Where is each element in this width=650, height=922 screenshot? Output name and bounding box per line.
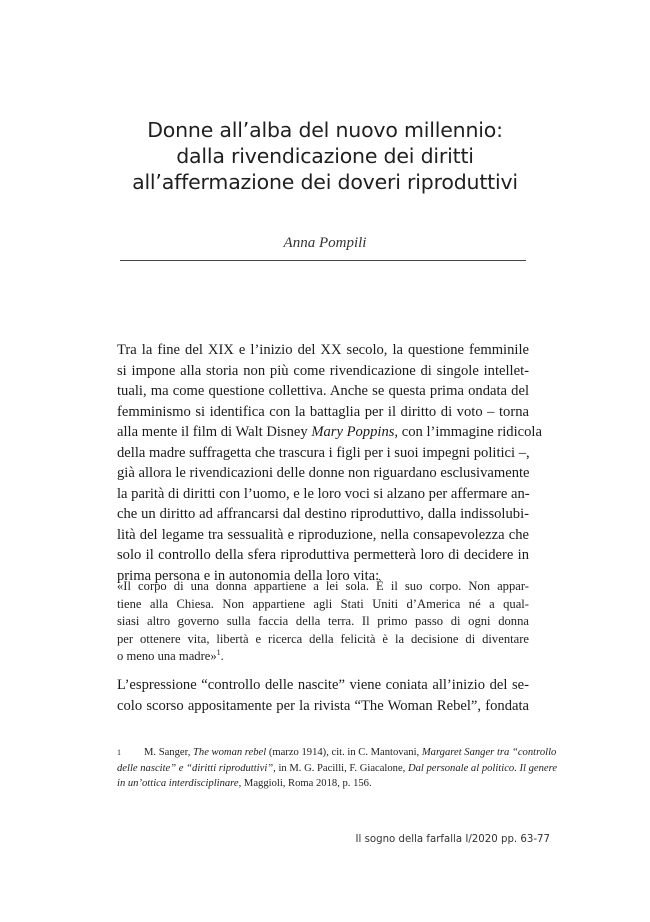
text-line: la parità di diritti con l’uomo, e le loro voci si alzano per affermare an- bbox=[117, 485, 530, 502]
paragraph-2 bbox=[117, 675, 529, 716]
text-line: tuali, ma come questione collettiva. Anche se questa prima ondata del bbox=[117, 383, 529, 399]
text-line: femminismo si identifica con la battaglia per il diritto di voto – torna bbox=[117, 403, 529, 420]
title-divider bbox=[120, 260, 526, 261]
text-line: Tra la fine del XIX e l’inizio del XX secolo, la questione femminile bbox=[117, 342, 529, 358]
quote-line: «Il corpo di una donna appartiene a lei sola. È il suo corpo. Non appar- bbox=[117, 579, 529, 593]
paragraph-1 bbox=[117, 340, 542, 586]
text-line: prima persona e in autonomia della loro vita: bbox=[117, 567, 380, 584]
text-line: lità del legame tra sessualità e riproduzione, nella consapevolezza che bbox=[117, 526, 529, 543]
quote-line: tiene alla Chiesa. Non appartiene agli Stati Uniti d’America né a qual- bbox=[117, 596, 529, 611]
text-line: solo il controllo della sfera riproduttiva permetterà loro di decidere in bbox=[117, 547, 529, 563]
text-line: alla mente il film di Walt Disney Mary Poppins, con l’immagine ridicola bbox=[117, 424, 542, 440]
text-line: già allora le rivendicazioni delle donne non riguardano esclusivamente bbox=[117, 465, 530, 481]
quote-line: siasi altro governo sulla faccia della terra. Il primo passo di ogni donna bbox=[117, 614, 529, 629]
author-name: Anna Pompili bbox=[283, 235, 367, 251]
text-line: della madre suffragetta che trascura i figli per i suoi impegni politici –, bbox=[117, 444, 530, 461]
running-footer: Il sogno della farfalla I/2020 pp. 63-77 bbox=[355, 834, 550, 845]
footnote-line: in un’ottica interdisciplinare, Maggioli, Roma 2018, p. 156. bbox=[117, 778, 372, 789]
article-title bbox=[60, 117, 590, 195]
text-line: colo scorso appositamente per la rivista “The Woman Rebel”, fondata bbox=[117, 697, 529, 714]
quote-line: per ottenere vita, libertà e ricerca della felicità è la decisione di diventare bbox=[117, 631, 529, 646]
film-title: Mary Poppins, bbox=[311, 424, 399, 440]
text-line: si impone alla storia non più come rivendicazione di singole intellet- bbox=[117, 362, 529, 379]
title-line-3: all’affermazione dei doveri riproduttivi bbox=[132, 170, 518, 194]
text-line: che un diritto ad affrancarsi dal destino riproduttivo, dalla indissolubi- bbox=[117, 506, 529, 522]
title-line-2: dalla rivendicazione dei diritti bbox=[176, 144, 474, 168]
text-line: L’espressione “controllo delle nascite” viene coniata all’inizio del se- bbox=[117, 677, 529, 693]
footnote-line: 1 M. Sanger, The woman rebel (marzo 1914), cit. in C. Mantovani, Margaret Sanger tra “controllo bbox=[117, 745, 532, 761]
title-line-1: Donne all’alba del nuovo millennio: bbox=[147, 118, 503, 142]
footnote-line: delle nascite” e “diritti riproduttivi”, in M. G. Pacilli, F. Giacalone, Dal personale al politico. Il genere bbox=[117, 762, 558, 774]
footnote-reference[interactable]: 1 bbox=[216, 648, 221, 658]
footnote-number: 1 bbox=[117, 748, 121, 757]
block-quote bbox=[117, 578, 529, 666]
quote-line: o meno una madre»$^1$. bbox=[117, 648, 224, 664]
footnote bbox=[117, 745, 558, 792]
